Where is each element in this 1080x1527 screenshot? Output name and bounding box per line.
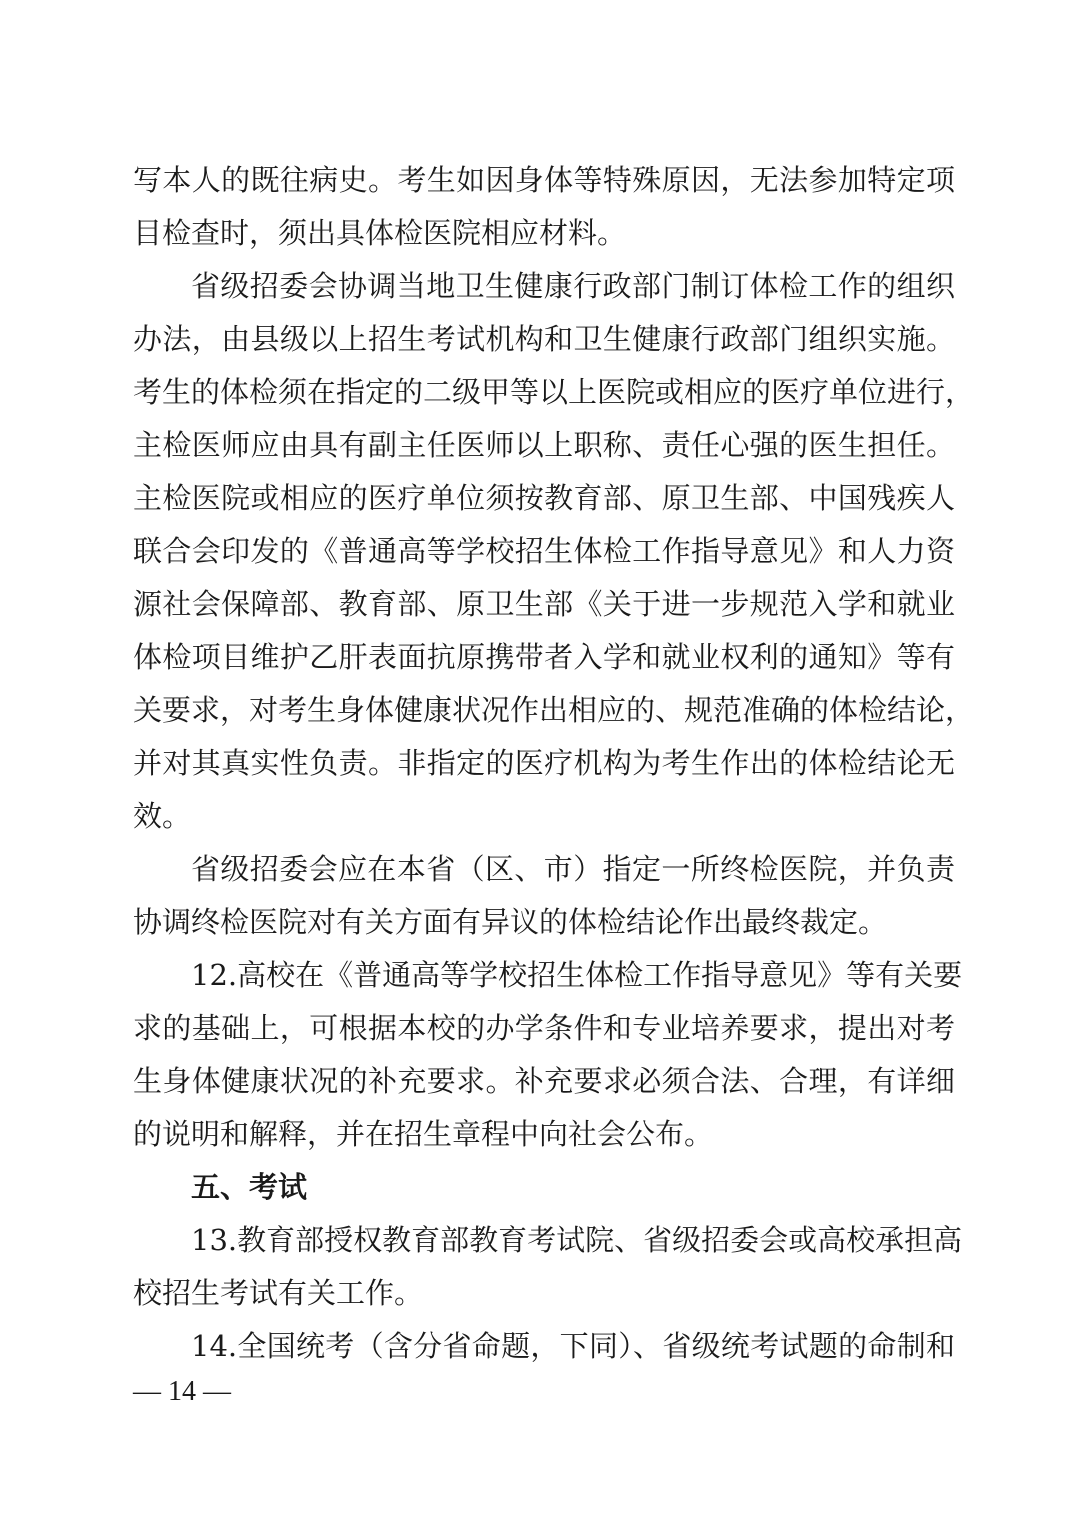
text-line: 主检医师应由具有副主任医师以上职称、责任心强的医生担任。 <box>133 428 955 462</box>
text-line: 考生的体检须在指定的二级甲等以上医院或相应的医疗单位进行， <box>133 375 975 409</box>
text-line: 源社会保障部、教育部、原卫生部《关于进一步规范入学和就业 <box>133 587 955 621</box>
text-line: 主检医院或相应的医疗单位须按教育部、原卫生部、中国残疾人 <box>133 481 955 515</box>
text-line: 写本人的既往病史。考生如因身体等特殊原因，无法参加特定项 <box>133 163 955 197</box>
text-line: 省级招委会协调当地卫生健康行政部门制订体检工作的组织 <box>191 269 955 303</box>
text-line: 13.教育部授权教育部教育考试院、省级招委会或高校承担高 <box>191 1223 963 1257</box>
text-line: 生身体健康状况的补充要求。补充要求必须合法、合理，有详细 <box>133 1064 955 1098</box>
text-line: 体检项目维护乙肝表面抗原携带者入学和就业权利的通知》等有 <box>133 640 955 674</box>
text-line: 省级招委会应在本省（区、市）指定一所终检医院，并负责 <box>191 852 955 886</box>
text-line: 效。 <box>133 799 192 833</box>
text-line: 14.全国统考（含分省命题，下同）、省级统考试题的命制和 <box>191 1329 955 1363</box>
text-line: 并对其真实性负责。非指定的医疗机构为考生作出的体检结论无 <box>133 746 955 780</box>
page-number: — 14 — <box>133 1376 231 1407</box>
text-line: 关要求，对考生身体健康状况作出相应的、规范准确的体检结论， <box>133 693 975 727</box>
text-line: 办法，由县级以上招生考试机构和卫生健康行政部门组织实施。 <box>133 322 955 356</box>
section-heading: 五、考试 <box>191 1170 308 1204</box>
text-line: 12.高校在《普通高等学校招生体检工作指导意见》等有关要 <box>191 958 963 992</box>
text-line: 联合会印发的《普通高等学校招生体检工作指导意见》和人力资 <box>133 534 955 568</box>
text-line: 协调终检医院对有关方面有异议的体检结论作出最终裁定。 <box>133 905 888 939</box>
text-line: 目检查时，须出具体检医院相应材料。 <box>133 216 627 250</box>
text-line: 校招生考试有关工作。 <box>133 1276 424 1310</box>
text-line: 求的基础上，可根据本校的办学条件和专业培养要求，提出对考 <box>133 1011 955 1045</box>
text-line: 的说明和解释，并在招生章程中向社会公布。 <box>133 1117 714 1151</box>
